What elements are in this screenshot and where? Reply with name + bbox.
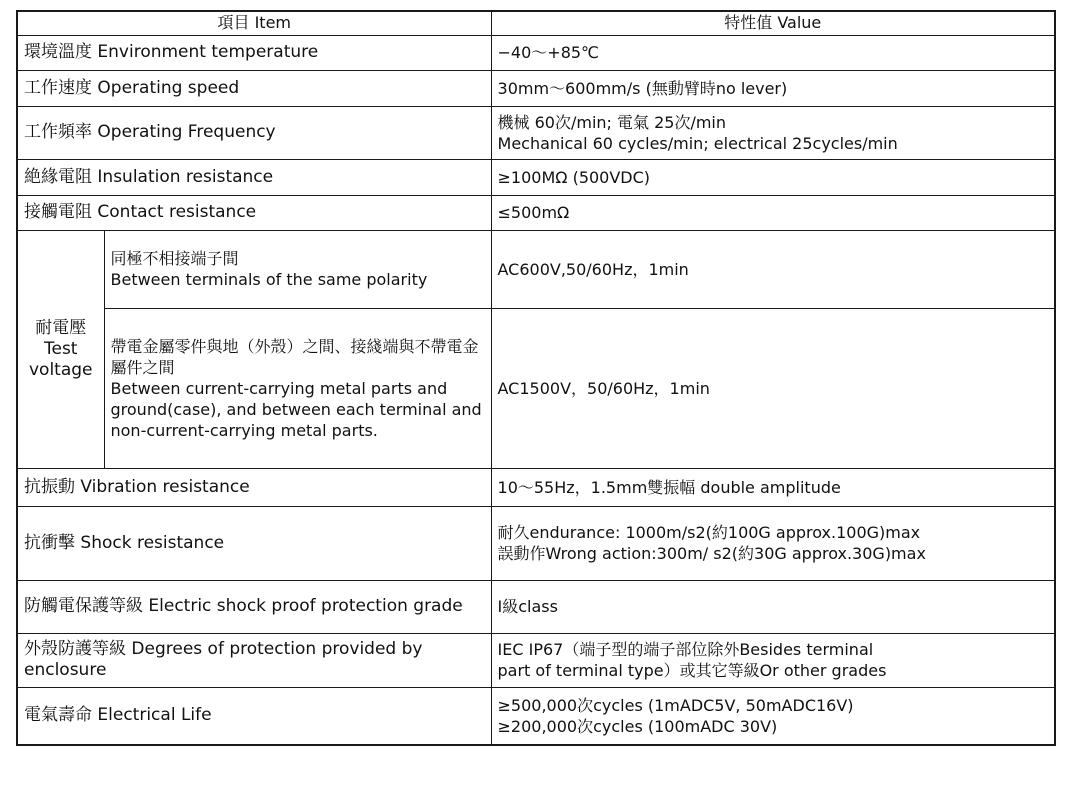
value-line: part of terminal type）或其它等級Or other grades: [497, 661, 887, 680]
value-line: Mechanical 60 cycles/min; electrical 25cycles/min: [497, 133, 898, 153]
table-row: [17, 106, 1055, 159]
value-line: ≥100MΩ (500VDC): [497, 167, 651, 187]
sub-label-line: 帶電金屬零件與地（外殼）之間、接綫端與不帶電金屬件之間: [110, 336, 479, 377]
sub-label-line: 同極不相接端子間: [110, 249, 239, 268]
row-value: AC1500V，50/60Hz，1min: [491, 308, 1055, 468]
sub-label-line: Between current-carrying metal parts and ground(case), and between each terminal and non-current-carrying metal parts.: [110, 378, 482, 440]
row-label: 外殼防護等級 Degrees of protection provided by enclosure: [17, 633, 491, 687]
row-label: 接觸電阻 Contact resistance: [17, 195, 491, 230]
table-row: [17, 70, 1055, 106]
value-line: −40～+85℃: [497, 43, 600, 62]
header-value: 特性值 Value: [491, 11, 1055, 35]
value-line: ≥500,000次cycles (1mADC5V, 50mADC16V): [497, 695, 854, 715]
row-label: 工作速度 Operating speed: [17, 70, 491, 106]
row-label: 防觸電保護等級 Electric shock proof protection grade: [17, 580, 491, 633]
header-item: 項目 Item: [17, 11, 491, 35]
row-value: [491, 580, 1055, 633]
table-row: [17, 230, 1055, 308]
table-row: [17, 506, 1055, 580]
value-line: IEC IP67（端子型的端子部位除外Besides terminal: [497, 640, 874, 659]
group-label-line: voltage: [28, 359, 93, 380]
row-label: 抗振動 Vibration resistance: [17, 468, 491, 506]
row-label: 電氣壽命 Electrical Life: [17, 687, 491, 745]
value-line: ≥200,000次cycles (100mADC 30V): [497, 716, 778, 736]
value-line: 30mm～600mm/s (無動臂時no lever): [497, 78, 788, 98]
table-row: [17, 580, 1055, 633]
table-row: [17, 468, 1055, 506]
table-row: [17, 687, 1055, 745]
row-value: [491, 195, 1055, 230]
table-row: [17, 308, 1055, 468]
row-value: [491, 687, 1055, 745]
test-voltage-label: [17, 230, 104, 468]
header-row: [17, 11, 1055, 35]
table-row: [17, 633, 1055, 687]
row-value: [491, 35, 1055, 70]
row-label: 工作頻率 Operating Frequency: [17, 106, 491, 159]
row-label: 環境溫度 Environment temperature: [17, 35, 491, 70]
value-line: 誤動作Wrong action:300m/ s2(約30G approx.30G)max: [497, 544, 926, 563]
row-value: [491, 70, 1055, 106]
value-line: 耐久endurance: 1000m/s2(約100G approx.100G)max: [497, 523, 921, 542]
row-value: [491, 468, 1055, 506]
sub-label: [104, 230, 491, 308]
group-label-line: 耐電壓: [35, 317, 87, 338]
spec-table: [16, 10, 1056, 746]
sub-label: [104, 308, 491, 468]
sub-label-line: Between terminals of the same polarity: [110, 270, 428, 289]
value-line: Ⅰ級class: [497, 597, 558, 616]
table-row: [17, 159, 1055, 195]
row-label: 抗衝擊 Shock resistance: [17, 506, 491, 580]
value-line: 10～55Hz，1.5mm雙振幅 double amplitude: [497, 477, 841, 497]
row-value: AC600V,50/60Hz，1min: [491, 230, 1055, 308]
table-row: [17, 195, 1055, 230]
row-value: [491, 159, 1055, 195]
value-line: ≤500mΩ: [497, 203, 570, 222]
row-value: [491, 106, 1055, 159]
group-label-line: Test: [44, 338, 78, 359]
row-label: 絶緣電阻 Insulation resistance: [17, 159, 491, 195]
row-value: [491, 506, 1055, 580]
table-row: [17, 35, 1055, 70]
value-line: 機械 60次/min; 電氣 25次/min: [497, 112, 727, 132]
row-value: [491, 633, 1055, 687]
